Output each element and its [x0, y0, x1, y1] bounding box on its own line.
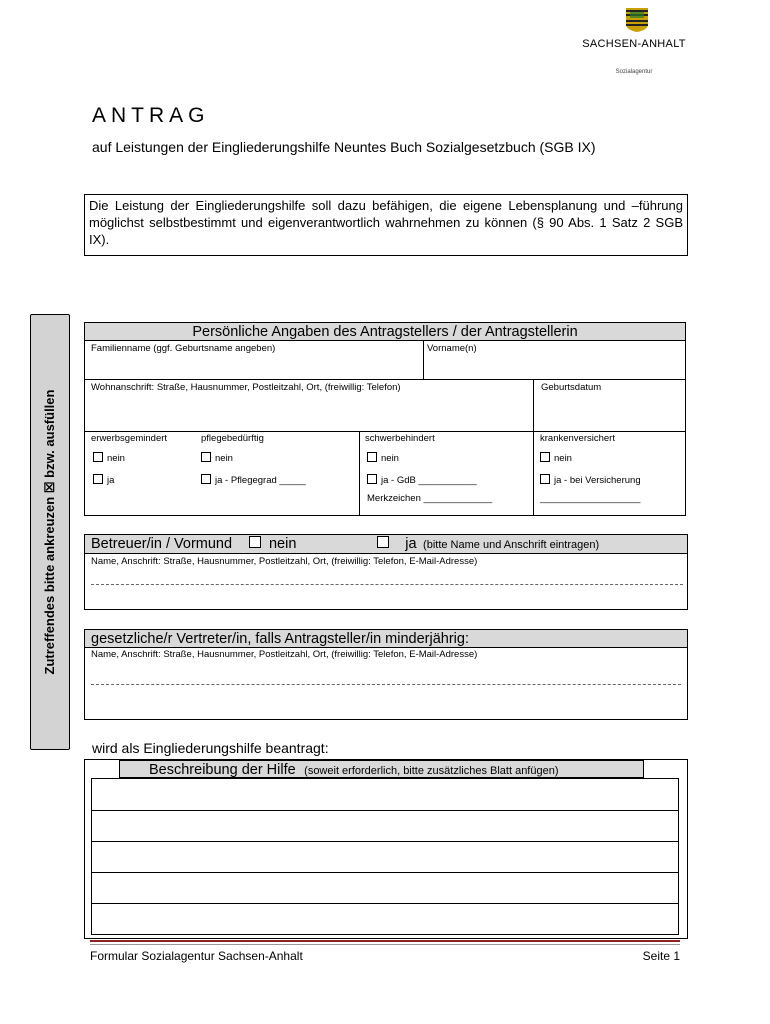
label-pflegebeduerftig: pflegebedürftig [201, 433, 264, 444]
personal-section [84, 322, 686, 516]
hilfe-section [84, 759, 688, 939]
merkzeichen-field[interactable]: Merkzeichen _____________ [367, 493, 493, 504]
betreuer-ja-note: (bitte Name und Anschrift eintragen) [423, 539, 600, 551]
betreuer-ja-checkbox-icon[interactable] [377, 536, 389, 548]
vertreter-address-label: Name, Anschrift: Straße, Hausnummer, Postleitzahl, Ort, (freiwillig: Telefon, E-Mail-Adresse) [91, 649, 478, 660]
brand-subname: Sozialagentur [615, 69, 653, 75]
betreuer-heading: Betreuer/in / Vormund [91, 536, 233, 552]
checkbox-icon[interactable] [93, 474, 103, 484]
label-vorname: Vorname(n) [427, 343, 477, 354]
footer-page-number: Seite 1 [642, 949, 680, 963]
checkbox-icon[interactable] [93, 452, 103, 462]
checkbox-icon[interactable] [367, 474, 377, 484]
erwerbsgemindert-nein-option[interactable]: nein [93, 452, 125, 464]
hilfe-line [92, 810, 678, 811]
betreuer-address-line[interactable] [91, 584, 683, 585]
checkbox-icon[interactable] [540, 452, 550, 462]
personal-heading: Persönliche Angaben des Antragstellers / der Antragstellerin [192, 324, 578, 340]
betreuer-nein-label: nein [268, 536, 297, 552]
betreuer-section [84, 534, 688, 610]
label-krankenversichert: krankenversichert [540, 433, 615, 444]
schwerbehindert-nein-option[interactable]: nein [367, 452, 399, 464]
checkbox-icon[interactable] [367, 452, 377, 462]
checkbox-icon[interactable] [201, 452, 211, 462]
gdb-option[interactable]: ja - GdB ___________ [367, 474, 477, 486]
hilfe-heading: Beschreibung der Hilfe [149, 762, 296, 778]
label-geburtsdatum: Geburtsdatum [541, 382, 602, 393]
erwerbsgemindert-ja-option[interactable]: ja [93, 474, 114, 486]
label-erwerbsgemindert: erwerbsgemindert [91, 433, 168, 444]
versicherung-option[interactable]: ja - bei Versicherung [540, 474, 641, 486]
betreuer-ja-label: ja [405, 536, 417, 552]
brand-name: SACHSEN-ANHALT [582, 38, 686, 50]
hilfe-line [92, 903, 678, 904]
page-title: ANTRAG [92, 104, 210, 127]
betreuer-address-label: Name, Anschrift: Straße, Hausnummer, Postleitzahl, Ort, (freiwillig: Telefon, E-Mail-Adresse) [91, 556, 478, 567]
betreuer-heading-bar [85, 535, 687, 554]
checkbox-icon[interactable] [540, 474, 550, 484]
footer-left: Formular Sozialagentur Sachsen-Anhalt [90, 949, 303, 963]
page-subtitle: auf Leistungen der Eingliederungshilfe Neuntes Buch Sozialgesetzbuch (SGB IX) [92, 139, 596, 155]
sidebar-instruction [30, 314, 70, 750]
hilfe-heading-bar [119, 760, 644, 778]
hilfe-line [92, 841, 678, 842]
personal-heading-bar [85, 323, 685, 341]
coat-of-arms-icon [626, 8, 648, 32]
betreuer-nein-checkbox-icon[interactable] [249, 536, 261, 548]
hilfe-line [92, 872, 678, 873]
vertreter-heading: gesetzliche/r Vertreter/in, falls Antragsteller/in minderjährig: [91, 631, 469, 647]
label-wohnanschrift: Wohnanschrift: Straße, Hausnummer, Postleitzahl, Ort, (freiwillig: Telefon) [91, 382, 401, 393]
pflegegrad-option[interactable]: ja - Pflegegrad _____ [201, 474, 306, 486]
hilfe-text-area[interactable] [91, 778, 679, 935]
vertreter-address-line[interactable] [91, 684, 681, 685]
hilfe-intro: wird als Eingliederungshilfe beantragt: [92, 740, 329, 756]
label-schwerbehindert: schwerbehindert [365, 433, 435, 444]
versicherung-field[interactable]: ___________________ [540, 493, 641, 504]
footer-divider-thin [90, 944, 680, 945]
sidebar-instruction-text: Zutreffendes bitte ankreuzen ☒ bzw. ausfüllen [42, 389, 57, 675]
checkbox-icon[interactable] [201, 474, 211, 484]
footer-divider [90, 940, 680, 942]
vertreter-heading-bar [85, 630, 687, 648]
label-familienname: Familienname (ggf. Geburtsname angeben) [91, 343, 276, 354]
intro-text: Die Leistung der Eingliederungshilfe soll dazu befähigen, die eigene Lebensplanung und –führung möglichst selbstbestimmt und eigenverantwortlich wahrnehmen zu können (§ 90 Abs. 1 Satz 2 SGB IX). [84, 194, 688, 256]
vertreter-section [84, 629, 688, 720]
krankenversichert-nein-option[interactable]: nein [540, 452, 572, 464]
pflegebeduerftig-nein-option[interactable]: nein [201, 452, 233, 464]
hilfe-note: (soweit erforderlich, bitte zusätzliches Blatt anfügen) [304, 765, 559, 777]
